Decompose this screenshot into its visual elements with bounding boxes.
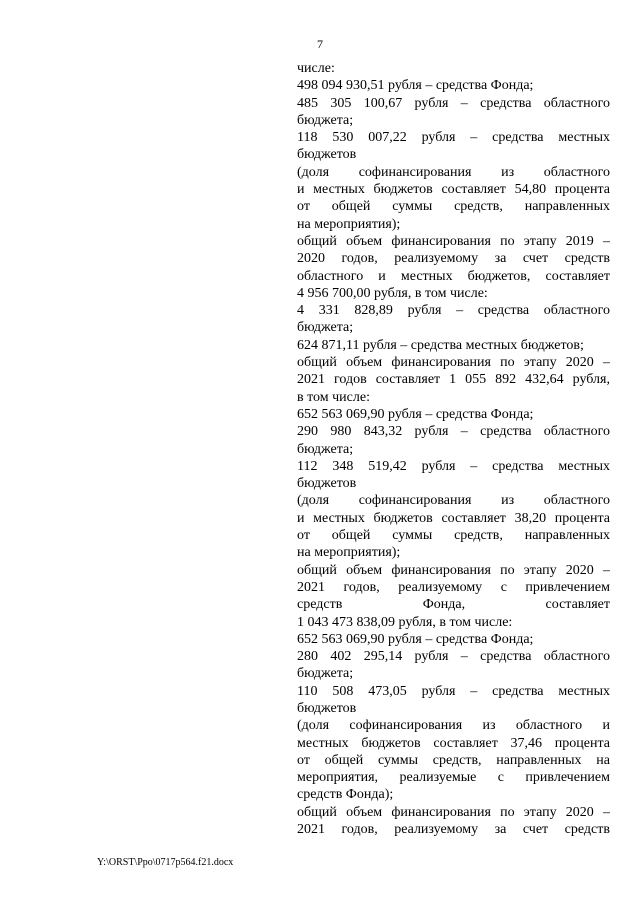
text-line: 2021 годов составляет 1 055 892 432,64 рубля, [297,372,610,388]
text-line: бюджета; [297,666,354,682]
text-line: (доля софинансирования из областного и [297,718,610,734]
text-line: (доля софинансирования из областного [297,493,610,509]
text-line: 652 563 069,90 рубля – средства Фонда; [297,406,534,422]
body-text [297,60,610,838]
text-line: общий объем финансирования по этапу 2020 – [297,804,610,820]
text-line: 112 348 519,42 рубля – средства местных [297,458,610,474]
text-line: мероприятия, реализуемые с привлечением [297,770,610,786]
text-line: 498 094 930,51 рубля – средства Фонда; [297,78,534,94]
text-line: (доля софинансирования из областного [297,164,610,180]
text-line: бюджета; [297,112,354,128]
text-line: 1 043 473 838,09 рубля, в том числе: [297,614,513,630]
text-line: 280 402 295,14 рубля – средства областного [297,649,610,665]
text-line: местных бюджетов составляет 37,46 процента [297,735,610,751]
text-line: средств Фонда); [297,787,394,803]
text-line: средств Фонда, составляет [297,597,610,613]
text-line: 4 331 828,89 рубля – средства областного [297,303,610,319]
text-line: и местных бюджетов составляет 38,20 процента [297,510,610,526]
text-line: общий объем финансирования по этапу 2020 – [297,355,610,371]
text-line: от общей суммы средств, направленных [297,199,610,215]
text-line: 290 980 843,32 рубля – средства областного [297,424,610,440]
text-line: 624 871,11 рубля – средства местных бюджетов; [297,337,584,353]
page-number: 7 [317,37,323,51]
text-line: в том числе: [297,389,370,405]
text-line: общий объем финансирования по этапу 2019 – [297,233,610,249]
text-line: от общей суммы средств, направленных на [297,752,610,768]
text-line: бюджетов [297,700,357,716]
text-line: от общей суммы средств, направленных [297,528,610,544]
text-line: бюджета; [297,441,354,457]
text-line: 4 956 700,00 рубля, в том числе: [297,285,488,301]
text-line: и местных бюджетов составляет 54,80 процента [297,182,610,198]
text-line: бюджетов [297,147,357,163]
text-line: областного и местных бюджетов, составляет [297,268,610,284]
text-line: на мероприятия); [297,545,401,561]
file-path-footer: Y:\ORST\Ppo\0717p564.f21.docx [97,857,234,868]
text-line: бюджета; [297,320,354,336]
text-line: числе: [297,61,335,76]
text-line: бюджетов [297,476,357,492]
text-line: 485 305 100,67 рубля – средства областного [297,95,610,111]
text-line: 2020 годов, реализуемому за счет средств [297,251,610,267]
text-line: 2021 годов, реализуемому с привлечением [297,579,610,595]
text-line: 110 508 473,05 рубля – средства местных [297,683,610,699]
text-line: 2021 годов, реализуемому за счет средств [297,822,610,838]
text-line: общий объем финансирования по этапу 2020 – [297,562,610,578]
text-line: 118 530 007,22 рубля – средства местных [297,130,610,146]
text-line: 652 563 069,90 рубля – средства Фонда; [297,631,534,647]
text-line: на мероприятия); [297,216,401,232]
